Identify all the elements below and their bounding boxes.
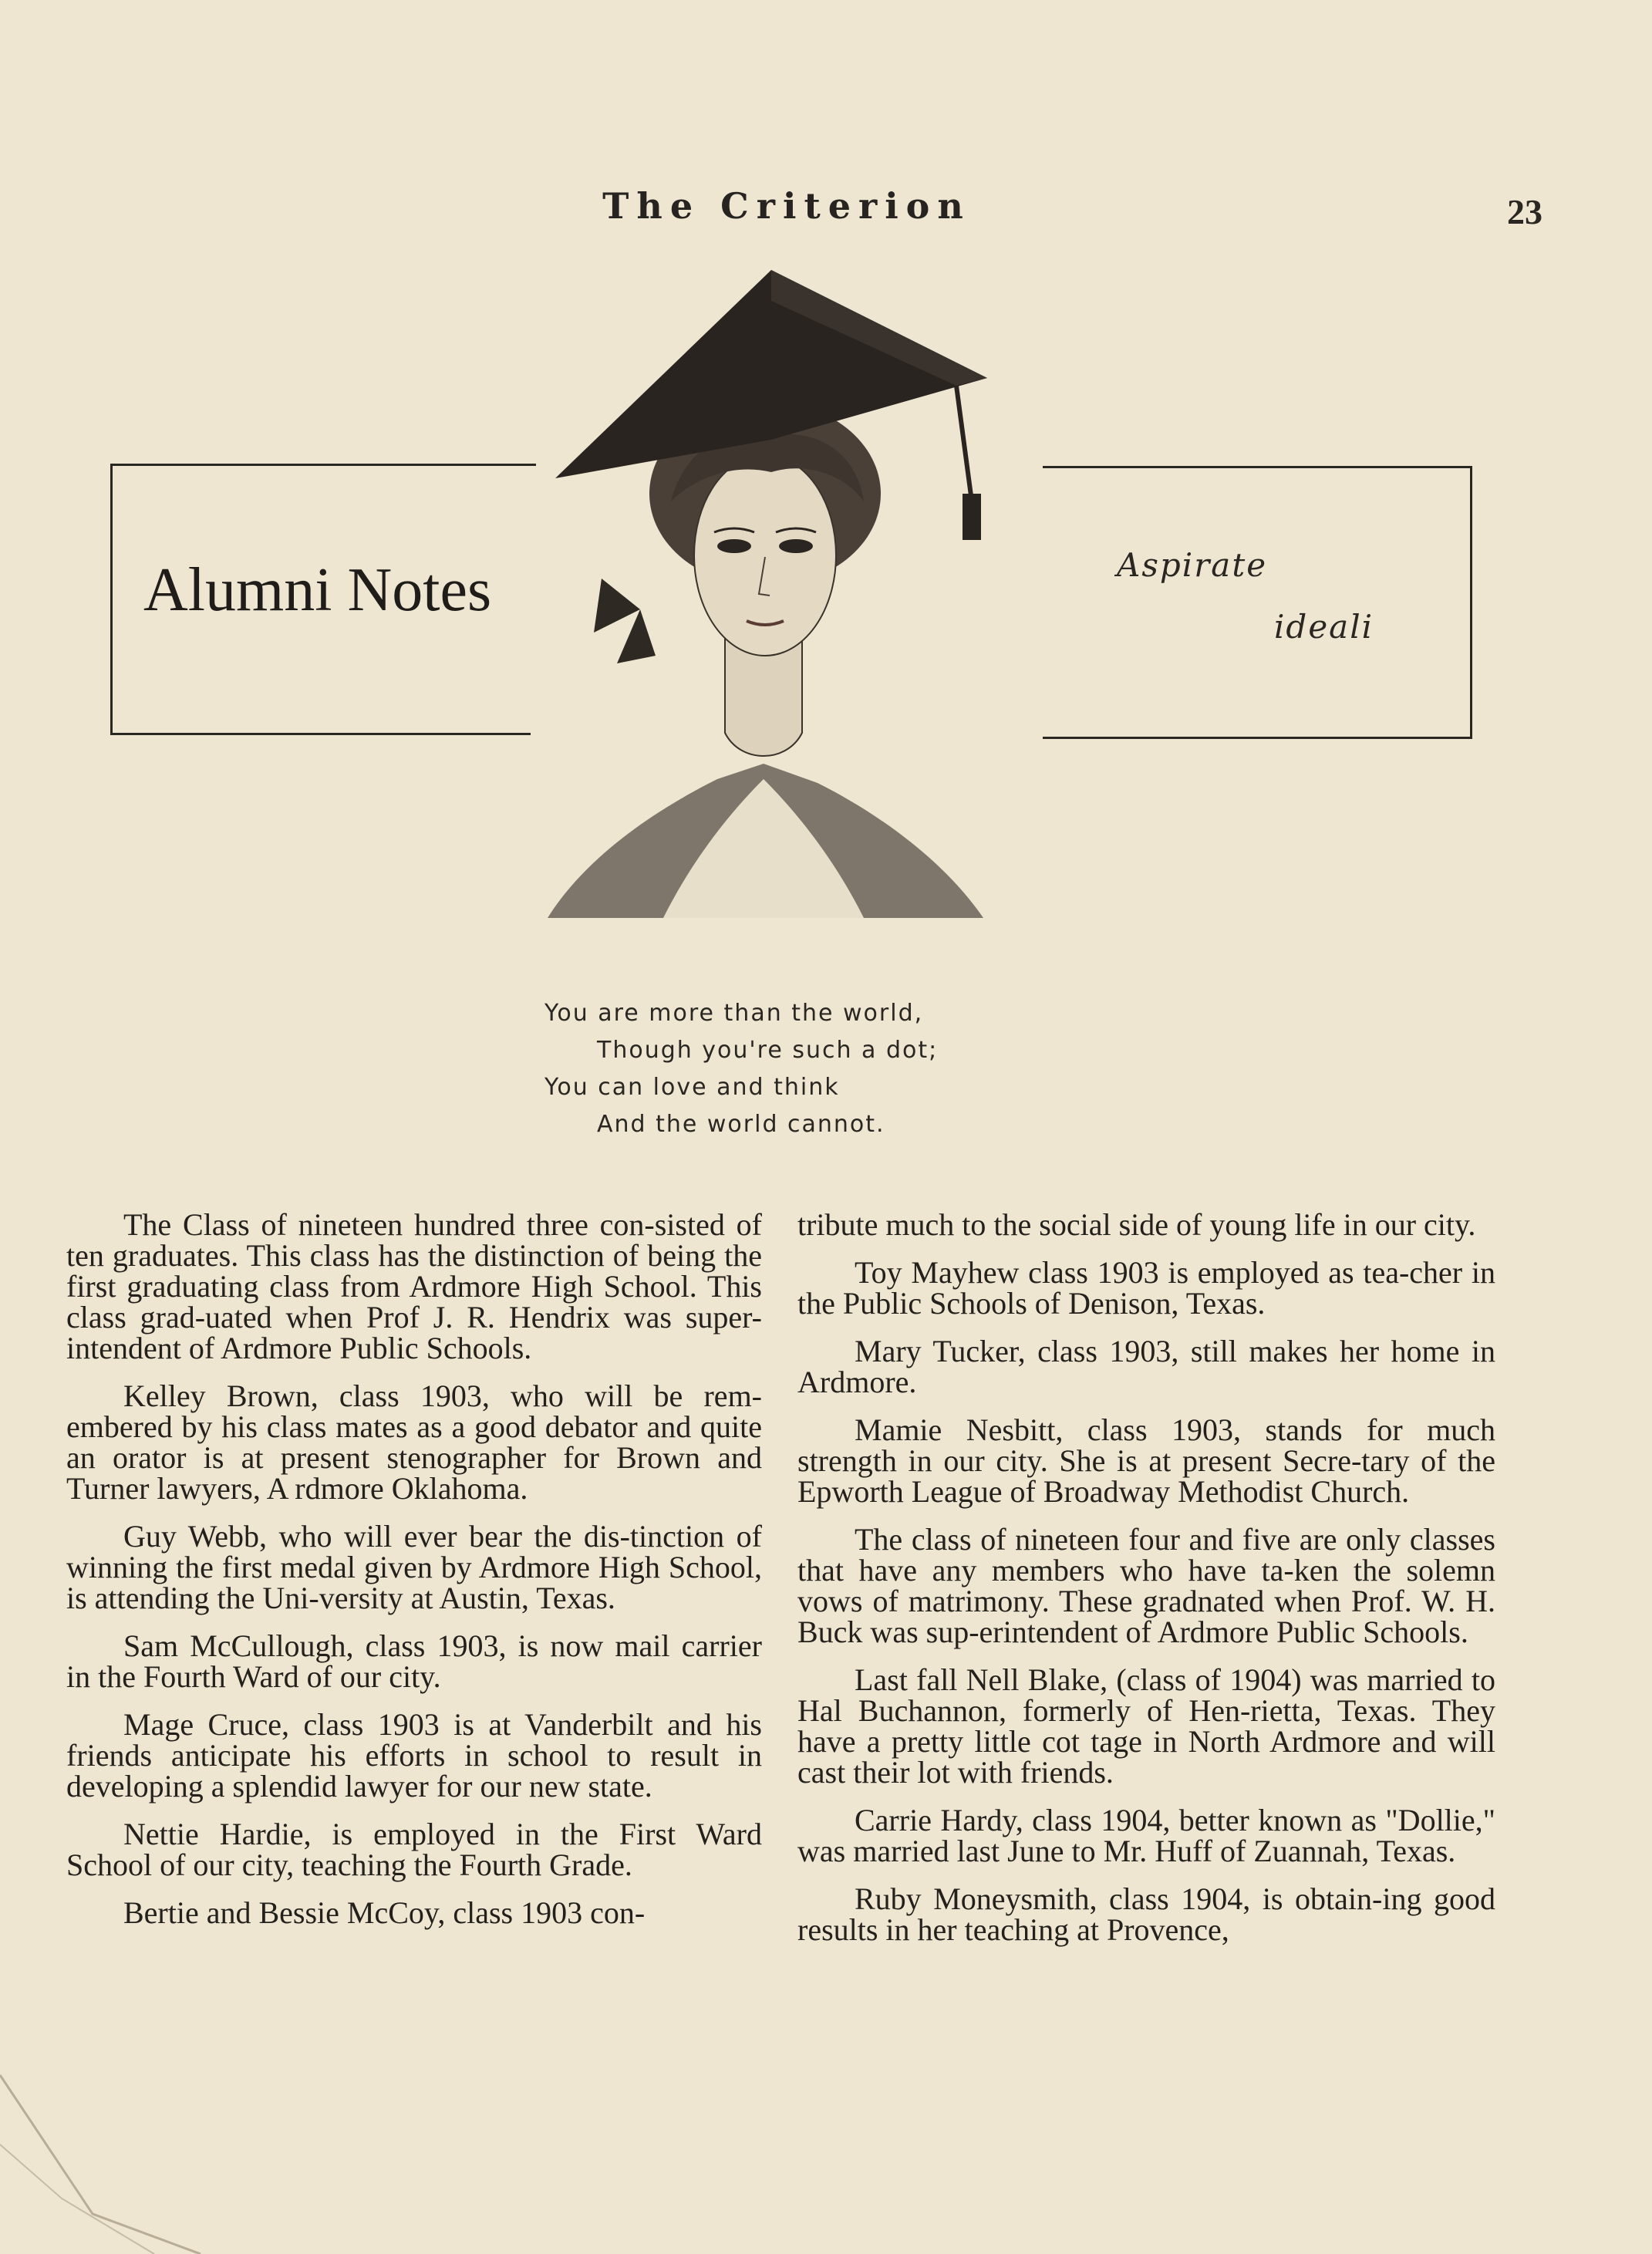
right-text-column — [797, 1207, 1495, 1962]
paragraph: Carrie Hardy, class 1904, better known as "Dollie," was married last June to Mr. Huff of Zuannah, Texas. — [797, 1803, 1495, 1868]
left-text-column — [66, 1207, 762, 1945]
paragraph: The class of nineteen four and five are only classes that have any members who have ta-ken the solemn vows of matrimony. These gradnated when Prof. W. H. Buck was sup-erintendent of Ardmore Public Schools. — [797, 1522, 1495, 1649]
paragraph: Kelley Brown, class 1903, who will be rem-embered by his class mates as a good debator and quite an orator is at present stenographer for Brown and Turner lawyers, A rdmore Oklahoma. — [66, 1378, 762, 1506]
heading-frame-left-rule — [110, 464, 113, 735]
motto-frame-right-rule — [1470, 466, 1472, 739]
motto-frame-top-rule — [1043, 466, 1472, 468]
heading-frame-bottom-rule — [110, 733, 531, 735]
motto-frame-bottom-rule — [1043, 737, 1472, 739]
heading-frame-top-rule — [110, 464, 536, 466]
running-title: The Criterion — [602, 185, 971, 227]
paragraph: Guy Webb, who will ever bear the dis-tinction of winning the first medal given by Ardmore High School, is attending the Uni-versity at Austin, Texas. — [66, 1519, 762, 1615]
paragraph: Ruby Moneysmith, class 1904, is obtain-ing good results in her teaching at Provence, — [797, 1881, 1495, 1947]
paragraph-continuation: tribute much to the social side of young life in our city. — [797, 1207, 1476, 1242]
paragraph: The Class of nineteen hundred three con-sisted of ten graduates. This class has the distinction of being the first graduating class from Ardmore High School. This class grad-uated when Prof J. R. Hendrix was super-intendent of Ardmore Public Schools. — [66, 1207, 762, 1365]
poem-line: Though you're such a dot; — [597, 1037, 939, 1064]
page-number: 23 — [1507, 192, 1542, 231]
poem-line: You are more than the world, — [544, 1000, 924, 1027]
epigraph-poem — [544, 995, 1023, 1143]
paragraph: Sam McCullough, class 1903, is now mail carrier in the Fourth Ward of our city. — [66, 1628, 762, 1694]
paragraph: Last fall Nell Blake, (class of 1904) was married to Hal Buchannon, formerly of Hen-rietta, Texas. They have a pretty little cot tage in North Ardmore and will cast their lot with friends. — [797, 1662, 1495, 1790]
motto-line-1: Aspirate — [1117, 546, 1268, 584]
paragraph: Bertie and Bessie McCoy, class 1903 con- — [123, 1895, 646, 1930]
paragraph: Nettie Hardie, is employed in the First Ward School of our city, teaching the Fourth Grade. — [66, 1817, 762, 1882]
poem-line: And the world cannot. — [597, 1111, 885, 1138]
paragraph: Mamie Nesbitt, class 1903, stands for much strength in our city. She is at present Secre-tary of the Epworth League of Broadway Methodist Church. — [797, 1412, 1495, 1509]
paper-crease — [0, 2052, 324, 2254]
paragraph: Mage Cruce, class 1903 is at Vanderbilt and his friends anticipate his efforts in school to result in developing a splendid lawyer for our new state. — [66, 1707, 762, 1804]
paragraph: Mary Tucker, class 1903, still makes her home in Ardmore. — [797, 1334, 1495, 1399]
paragraph: Toy Mayhew class 1903 is employed as tea-cher in the Public Schools of Denison, Texas. — [797, 1255, 1495, 1321]
poem-line: You can love and think — [544, 1074, 840, 1101]
motto-line-2: ideali — [1274, 608, 1374, 646]
graduate-portrait-illustration — [540, 270, 987, 941]
section-heading: Alumni Notes — [143, 556, 492, 624]
